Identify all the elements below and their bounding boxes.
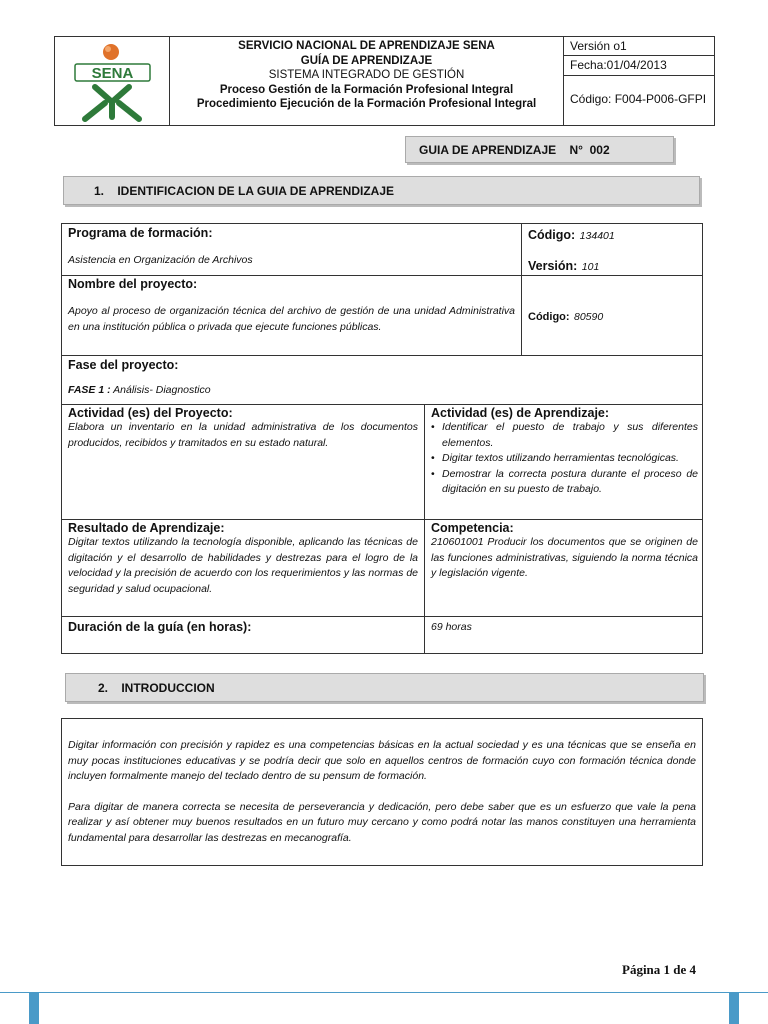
- actividad-proyecto-value: Elabora un inventario en la unidad administrativa de los documentos producidos, recibidos y tramitados en su estado natural.: [68, 421, 418, 449]
- competencia-label: Competencia:: [431, 521, 514, 535]
- proyecto-cell: [61, 275, 522, 356]
- footer-rule: [0, 992, 768, 993]
- footer-bar-right: [729, 993, 739, 1024]
- intro-box: [61, 718, 703, 866]
- fase-cell: [61, 355, 703, 405]
- list-item: • Identificar el puesto de trabajo y sus diferentes elementos.: [431, 420, 698, 451]
- header-title-block: [170, 37, 564, 125]
- programa-cell: [61, 223, 522, 276]
- resultado-cell: [61, 519, 425, 617]
- proyecto-value: Apoyo al proceso de organización técnica del archivo de gestión de una unidad Administrativa en una institución pública o privada que ejecute funciones públicas.: [68, 305, 515, 333]
- fase-label: Fase del proyecto:: [68, 358, 179, 372]
- header-version: Versión o1: [564, 37, 714, 56]
- proyecto-codigo-label: Código:: [528, 311, 570, 323]
- actividad-aprendizaje-label: Actividad (es) de Aprendizaje:: [431, 406, 610, 420]
- proyecto-label: Nombre del proyecto:: [68, 277, 198, 291]
- footer-bar-left: [29, 993, 39, 1024]
- sena-logo: [55, 37, 170, 125]
- page-number: Página 1 de 4: [622, 962, 697, 977]
- version-label: Versión:: [528, 258, 578, 273]
- header-meta: [564, 37, 714, 125]
- sena-logo-icon: [55, 37, 169, 125]
- header-procedure: Procedimiento Ejecución de la Formación Profesional Integral: [196, 98, 537, 110]
- competencia-value: 210601001 Producir los documentos que se originen de las funciones administrativas, siguiendo la norma técnica y legislación vigente.: [431, 536, 698, 579]
- intro-paragraph-1: Digitar información con precisión y rapidez es una competencias básicas en la actual sociedad y es una técnicas que se enseña en muy pocas instituciones educativas y se podría decir que solo en aquellos centros de formación cuyo con formación técnica donde incluyen formalmente manejo del teclado dentro de su pensum de formación.: [68, 739, 696, 782]
- section-1-title: 1. IDENTIFICACION DE LA GUIA DE APRENDIZAJE: [63, 176, 700, 205]
- resultado-label: Resultado de Aprendizaje:: [68, 521, 225, 535]
- fase-value: Análisis- Diagnostico: [110, 384, 211, 396]
- version-value: 101: [581, 260, 600, 273]
- document-header: [54, 36, 715, 126]
- logo-text: SENA: [91, 65, 134, 82]
- actividad-aprendizaje-cell: [424, 404, 703, 520]
- section-2-title: 2. INTRODUCCION: [65, 673, 704, 702]
- actividad-proyecto-label: Actividad (es) del Proyecto:: [68, 406, 233, 420]
- resultado-value: Digitar textos utilizando la tecnología disponible, aplicando las técnicas de digitación y el desarrollo de habilidades y destrezas para el logro de la velocidad y la precisión de acuerdo con los requerimientos y las normas de seguridad y salud ocupacional.: [68, 536, 418, 595]
- header-code: Código: F004-P006-GFPI: [570, 92, 707, 106]
- proyecto-codigo-cell: [521, 275, 703, 356]
- duracion-value: 69 horas: [431, 621, 472, 633]
- duracion-cell: [61, 616, 425, 654]
- intro-paragraph-2: Para digitar de manera correcta se necesita de perseverancia y dedicación, pero debe saber que es un esfuerzo que vale la pena realizar y así obtener muy buenos resultados en un futuro muy cercano y como podrá notar las manos constituyen una herramienta fundamental para desarrollar las destrezas en mecanografía.: [68, 800, 696, 844]
- actividad-proyecto-cell: [61, 404, 425, 520]
- programa-label: Programa de formación:: [68, 226, 213, 240]
- proyecto-codigo-value: 80590: [574, 311, 604, 323]
- competencia-cell: [424, 519, 703, 617]
- header-system: SISTEMA INTEGRADO DE GESTIÓN: [268, 69, 465, 81]
- codigo-label: Código:: [528, 228, 576, 242]
- header-org-name: SERVICIO NACIONAL DE APRENDIZAJE SENA: [238, 40, 495, 52]
- codigo-cell: [521, 223, 703, 276]
- programa-value: Asistencia en Organización de Archivos: [68, 254, 253, 266]
- guide-number-box: GUIA DE APRENDIZAJE N° 002: [405, 136, 674, 163]
- actividad-aprendizaje-list: [431, 420, 698, 498]
- duracion-value-cell: [424, 616, 703, 654]
- header-date: Fecha:01/04/2013: [564, 56, 714, 76]
- list-item: • Digitar textos utilizando herramientas tecnológicas.: [431, 451, 698, 467]
- fase-number: FASE 1 :: [68, 384, 111, 396]
- duracion-label: Duración de la guía (en horas):: [68, 620, 252, 634]
- header-process: Proceso Gestión de la Formación Profesional Integral: [219, 83, 514, 96]
- codigo-value: 134401: [579, 230, 615, 242]
- header-doc-type: GUÍA DE APRENDIZAJE: [300, 54, 433, 67]
- list-item: • Demostrar la correcta postura durante el proceso de digitación en su puesto de trabajo.: [431, 467, 698, 498]
